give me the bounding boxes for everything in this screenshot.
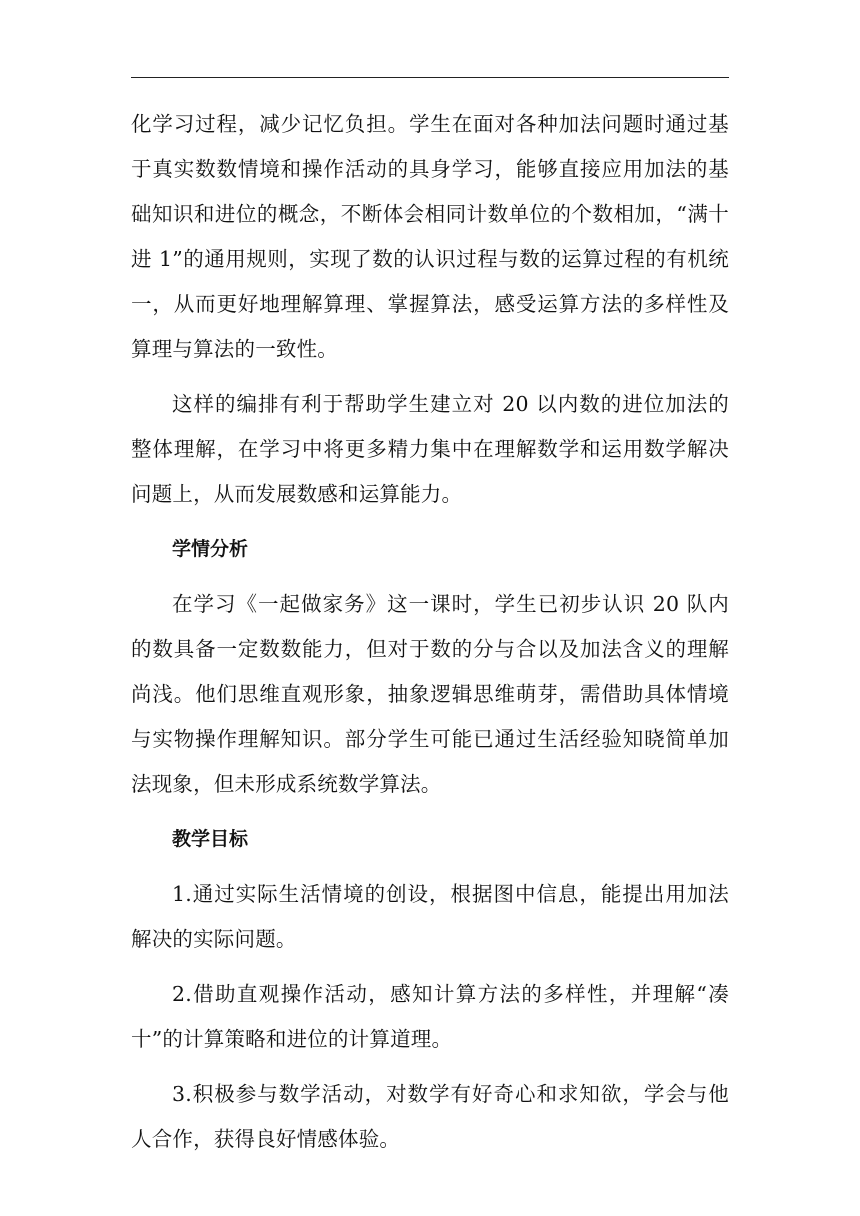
heading-teaching-goals: 教学目标 (172, 828, 249, 850)
document-body (131, 102, 729, 1172)
header-divider (131, 77, 729, 78)
goal-item-3: 3.积极参与数学活动，对数学有好奇心和求知欲，学会与他人合作，获得良好情感体验。 (131, 1082, 729, 1151)
paragraph-arrangement: 这样的编排有利于帮助学生建立对 20 以内数的进位加法的整体理解，在学习中将更多精力集中在理解数学和运用数学解决问题上，从而发展数感和运算能力。 (131, 392, 729, 506)
goal-item-2: 2.借助直观操作活动，感知计算方法的多样性，并理解“凑十”的计算策略和进位的计算道理。 (131, 982, 729, 1051)
paragraph-student-analysis: 在学习《一起做家务》这一课时，学生已初步认识 20 队内的数具备一定数数能力，但对于数的分与合以及加法含义的理解尚浅。他们思维直观形象，抽象逻辑思维萌芽，需借助具体情境与实物操作理解知识。部分学生可能已通过生活经验知晓简单加法现象，但未形成系统数学算法。 (131, 592, 729, 796)
paragraph-continued: 化学习过程，减少记忆负担。学生在面对各种加法问题时通过基于真实数数情境和操作活动的具身学习，能够直接应用加法的基础知识和进位的概念，不断体会相同计数单位的个数相加，“满十进 1”的通用规则，实现了数的认识过程与数的运算过程的有机统一，从而更好地理解算理、掌握算法，感受运算方法的多样性及算理与算法的一致性。 (131, 112, 729, 361)
heading-student-analysis: 学情分析 (172, 538, 249, 560)
goal-item-1: 1.通过实际生活情境的创设，根据图中信息，能提出用加法解决的实际问题。 (131, 882, 729, 951)
